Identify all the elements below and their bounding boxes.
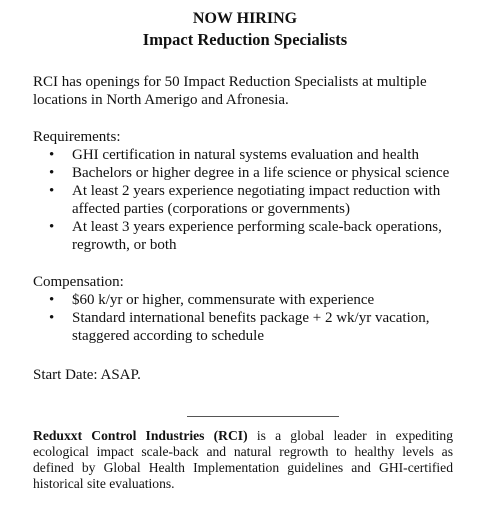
page-title: NOW HIRING (192, 10, 298, 27)
compensation-list (33, 291, 457, 345)
company-name: Reduxxt Control Industries (RCI) (33, 428, 248, 443)
compensation-text: Standard international benefits package + 2 wk/yr vacation, staggered according to schedule (72, 310, 430, 344)
divider (187, 416, 339, 417)
bullet-icon: • (49, 310, 55, 326)
requirement-text: At least 2 years experience negotiating impact reduction with affected parties (corporations or governments) (72, 183, 441, 217)
compensation-label: Compensation: (33, 274, 124, 290)
page-subtitle: Impact Reduction Specialists (142, 30, 348, 49)
list-item (49, 182, 457, 218)
intro-paragraph: RCI has openings for 50 Impact Reduction Specialists at multiple locations in North Amerigo and Afronesia. (33, 74, 427, 108)
compensation-section (33, 273, 457, 345)
bullet-icon: • (49, 183, 55, 199)
requirements-list (33, 146, 457, 254)
requirement-text: GHI certification in natural systems evaluation and health (72, 147, 419, 163)
bullet-icon: • (49, 292, 55, 308)
bullet-icon: • (49, 147, 55, 163)
requirements-section (33, 128, 457, 254)
requirement-text: Bachelors or higher degree in a life science or physical science (72, 165, 450, 181)
bullet-icon: • (49, 219, 55, 235)
list-item (49, 309, 457, 345)
bullet-icon: • (49, 165, 55, 181)
list-item (49, 218, 457, 254)
compensation-text: $60 k/yr or higher, commensurate with experience (72, 292, 375, 308)
list-item (49, 164, 457, 182)
list-item (49, 146, 457, 164)
requirements-label: Requirements: (33, 129, 121, 145)
start-date: Start Date: ASAP. (33, 367, 141, 383)
company-description: is a global leader in expediting ecological impact scale-back and natural regrowth to healthy levels as defined by Global Health Implementation guidelines and GHI-certified historical site evaluations. (33, 428, 453, 491)
requirement-text: At least 3 years experience performing scale-back operations, regrowth, or both (72, 219, 442, 253)
list-item (49, 291, 457, 309)
company-about (33, 428, 453, 492)
